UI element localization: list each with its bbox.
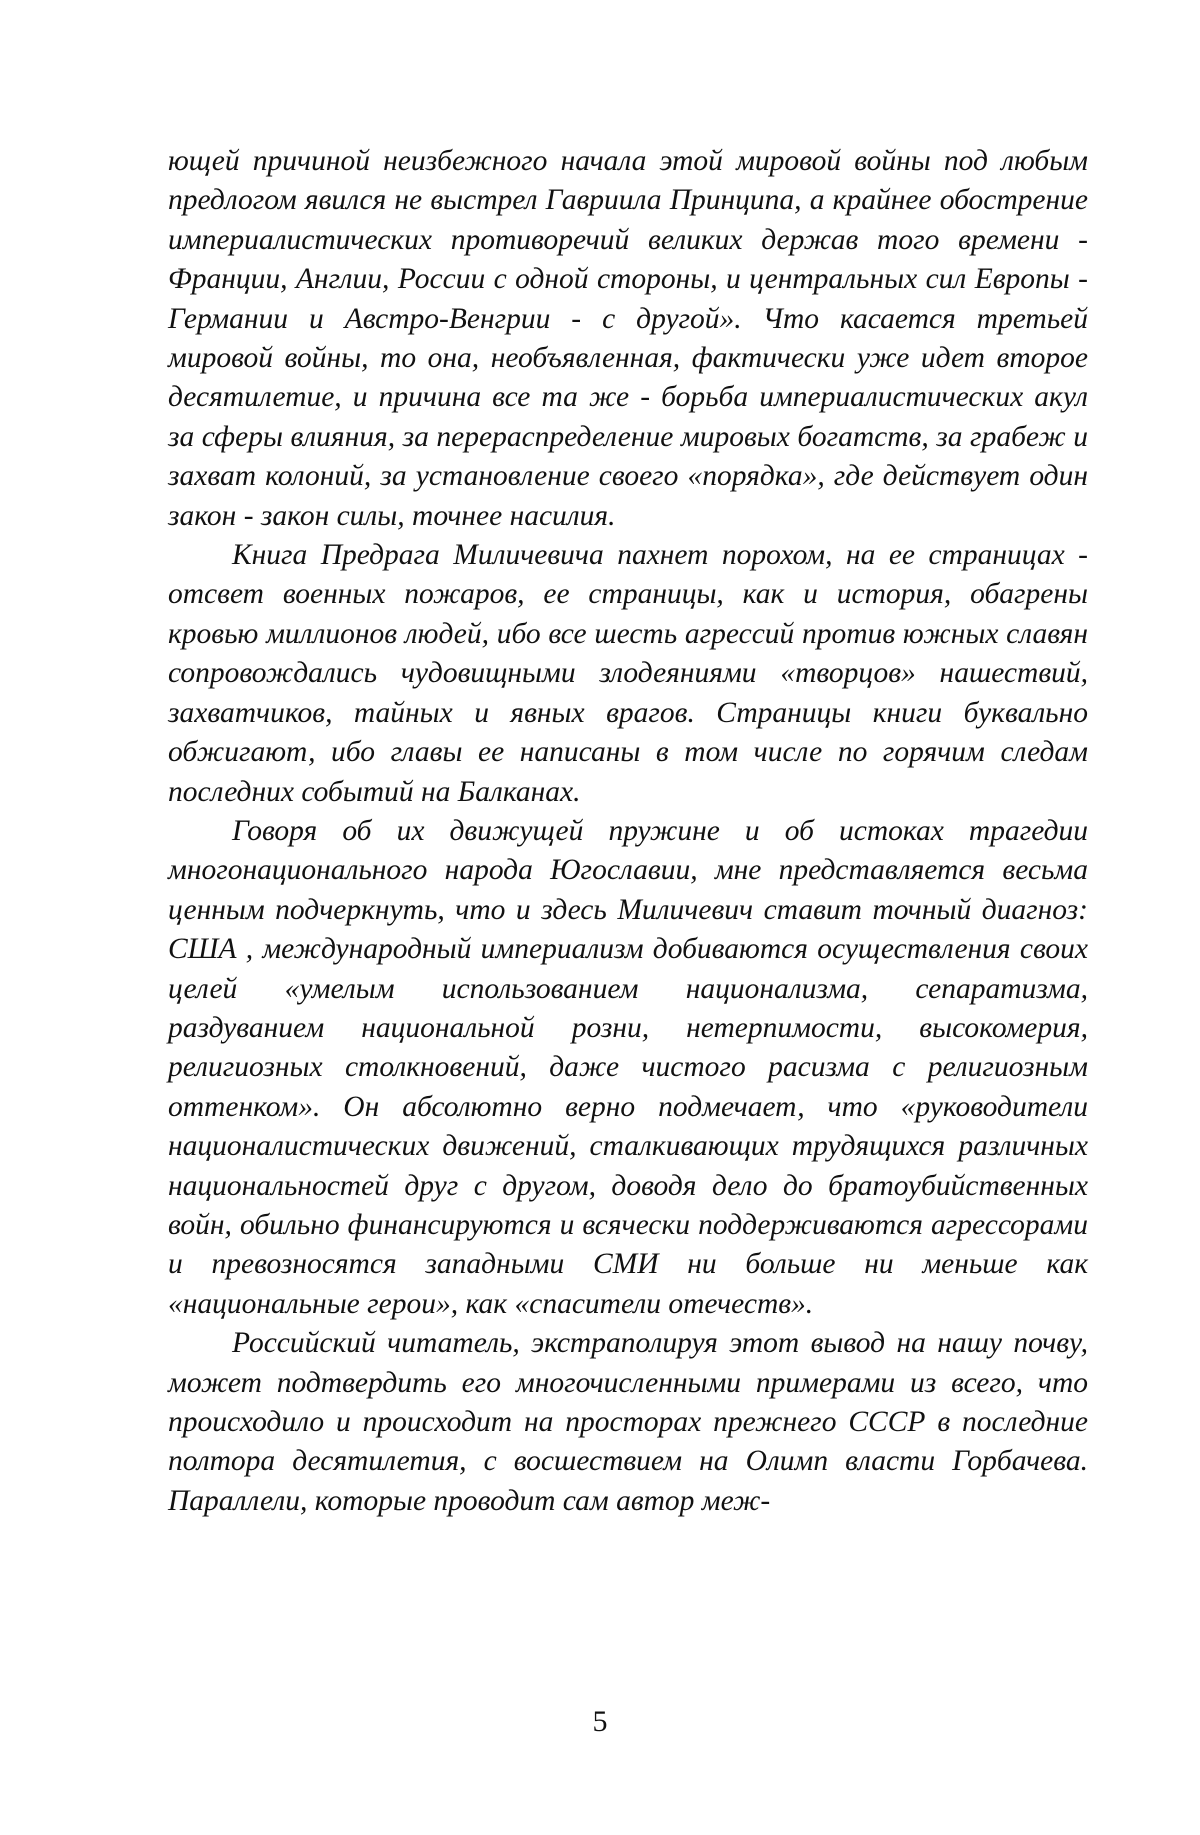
paragraph-2: Книга Предрага Миличевича пахнет порохом, на ее страницах - отсвет военных пожаров, ее страницы, как и история, обагрены кровью миллионов людей, ибо все шесть агрессий против южных славян сопровождались чудовищными злодеяниями «творцов» нашествий, захватчиков, тайных и явных врагов. Страницы книги буквально обжигают, ибо главы ее написаны в том числе по горячим следам последних событий на Балканах. (168, 539, 1088, 808)
page-number: 5 (592, 1705, 608, 1738)
paragraph-1: ющей причиной неизбежного начала этой мировой войны под любым предлогом явился не выстрел Гавриила Принципа, а крайнее обострение империалистических противоречий великих держав того времени - Франции, Англии, России с одной стороны, и центральных сил Европы - Германии и Австро-Венгрии - с другой». Что касается третьей мировой войны, то она, необъявленная, фактически уже идет второе десятилетие, и причина все та же - борьба империалистических акул за сферы влияния, за перераспределение мировых богатств, за грабеж и захват колоний, за установление своего «порядка», где действует один закон - закон силы, точнее насилия. (168, 145, 1088, 532)
body-text (168, 142, 1088, 1521)
paragraph-4: Российский читатель, экстраполируя этот вывод на нашу почву, может подтвердить его многочисленными примерами из всего, что происходило и происходит на просторах прежнего СССР в последние полтора десятилетия, с восшествием на Олимп власти Горбачева. Параллели, которые проводит сам автор меж- (168, 1327, 1088, 1517)
paragraph-3: Говоря об их движущей пружине и об истоках трагедии многонационального народа Югославии, мне представляется весьма ценным подчеркнуть, что и здесь Миличевич ставит точный диагноз: США , международный империализм добиваются осуществления своих целей «умелым использованием национализма, сепаратизма, раздуванием национальной розни, нетерпимости, высокомерия, религиозных столкновений, даже чистого расизма с религиозным оттенком». Он абсолютно верно подмечает, что «руководители националистических движений, сталкивающих трудящихся различных национальностей друг с другом, доводя дело до братоубийственных войн, обильно финансируются и всячески поддерживаются агрессорами и превозносятся западными СМИ ни больше ни меньше как «национальные герои», как «спасители отечеств». (168, 814, 1088, 1320)
